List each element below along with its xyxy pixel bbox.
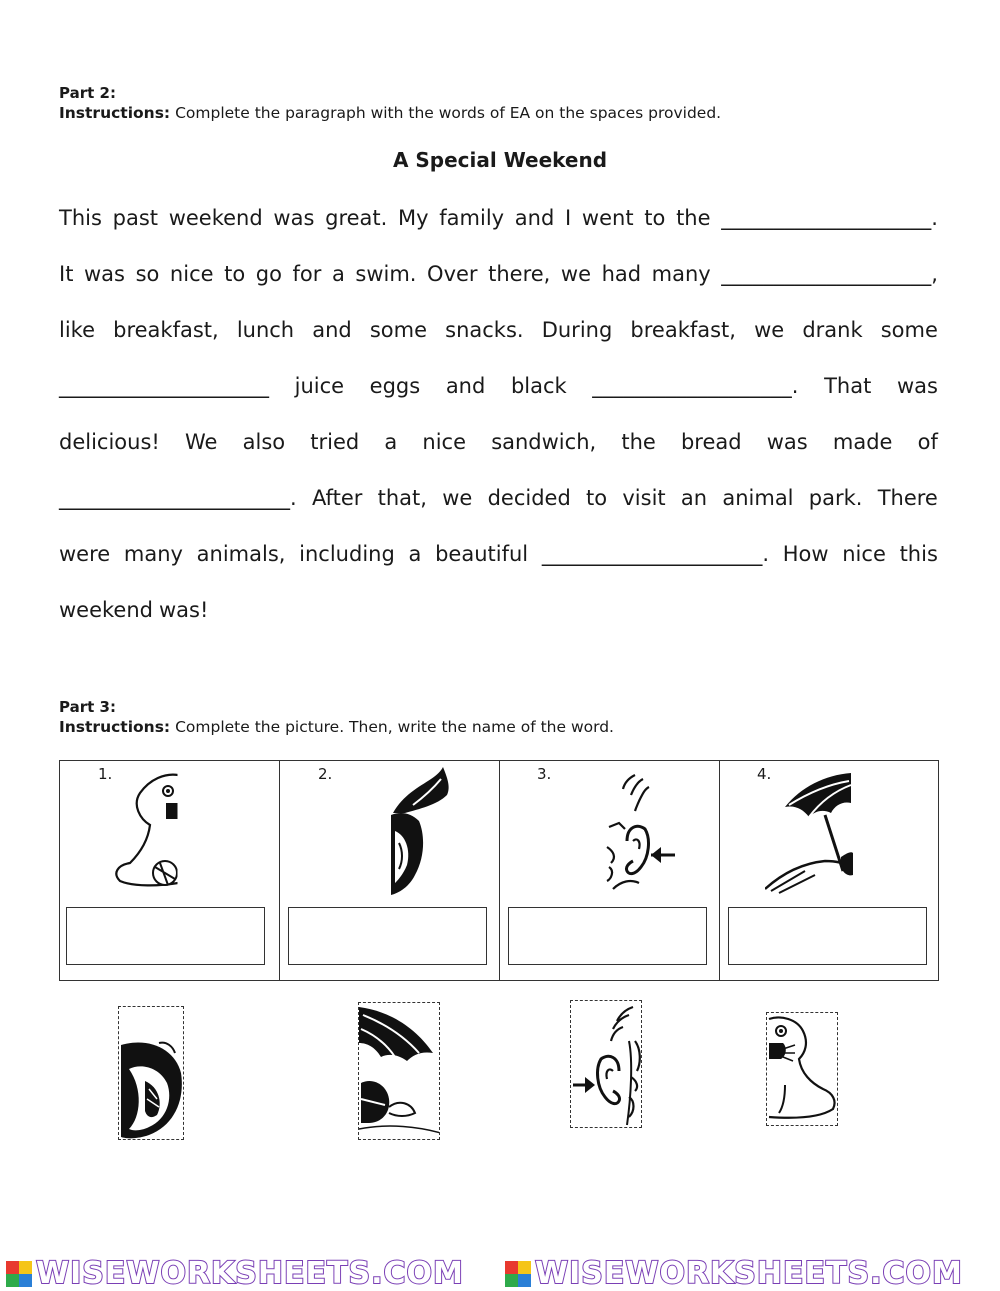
paragraph-word: breakfast, xyxy=(113,318,219,342)
paragraph-word: We xyxy=(184,430,218,454)
paragraph-word: were xyxy=(59,542,111,566)
part3-instructions-label: Instructions: xyxy=(59,718,171,736)
paragraph-word: and xyxy=(312,318,352,342)
paragraph-word: swim. xyxy=(355,262,417,286)
paragraph-word: eggs xyxy=(369,374,421,398)
paragraph-word: After xyxy=(311,486,363,510)
paragraph-word: to xyxy=(586,486,608,510)
paragraph-line-2 xyxy=(59,260,938,288)
paragraph-word: an xyxy=(680,486,708,510)
peach-half-icon xyxy=(385,765,455,895)
paragraph-word: juice xyxy=(294,374,345,398)
footer-watermark xyxy=(0,1250,1000,1291)
cutout-umbrella-piece[interactable] xyxy=(358,1002,440,1140)
paragraph-word: nice xyxy=(169,262,214,286)
paragraph-word: including xyxy=(299,542,395,566)
paragraph-line-5 xyxy=(59,428,938,456)
cutout-ear-piece[interactable] xyxy=(570,1000,642,1128)
brand-logo-icon xyxy=(505,1261,531,1287)
paragraph-word: to xyxy=(224,262,246,286)
paragraph-word: some xyxy=(880,318,938,342)
paragraph-word: and xyxy=(514,206,555,230)
part2-instructions-text: Complete the paragraph with the words of EA on the spaces provided. xyxy=(175,104,722,122)
part3-label: Part 3: xyxy=(59,698,116,716)
paragraph-word: like xyxy=(59,318,96,342)
paragraph-word: breakfast, xyxy=(630,318,736,342)
part3-instructions-text: Complete the picture. Then, write the name of the word. xyxy=(175,718,614,736)
picture-grid xyxy=(59,760,939,981)
part2-label: Part 2: xyxy=(59,84,116,102)
paragraph-word: was xyxy=(84,262,125,286)
paragraph-word: was xyxy=(896,374,938,398)
paragraph-word: a xyxy=(408,542,422,566)
paragraph-word: sandwich, xyxy=(491,430,597,454)
paragraph-word: a xyxy=(384,430,398,454)
paragraph-word: animal xyxy=(722,486,794,510)
paragraph-word: was xyxy=(273,206,315,230)
paragraph-word: for xyxy=(292,262,322,286)
paragraph-word: beautiful xyxy=(435,542,529,566)
brand-right xyxy=(505,1256,963,1291)
paragraph-word: drank xyxy=(802,318,863,342)
paragraph-word: weekend xyxy=(168,206,263,230)
paragraph-word: many xyxy=(651,262,711,286)
cell-number-1: 1. xyxy=(98,765,113,783)
paragraph-word: weekend xyxy=(59,598,153,622)
paragraph-word: family xyxy=(439,206,505,230)
paragraph-word: That xyxy=(824,374,872,398)
paragraph-line-8 xyxy=(59,596,938,624)
umbrella-piece-icon xyxy=(359,1003,440,1140)
paragraph-word: to xyxy=(644,206,666,230)
brand-logo-icon xyxy=(6,1261,32,1287)
paragraph-word: was! xyxy=(159,598,209,622)
umbrella-half-icon xyxy=(765,771,855,901)
paragraph-word: some xyxy=(369,318,428,342)
paragraph-word: also xyxy=(242,430,286,454)
picture-cell-3 xyxy=(500,761,720,980)
paragraph-word: There xyxy=(877,486,938,510)
paragraph-word: a xyxy=(331,262,345,286)
paragraph-word: nice xyxy=(422,430,467,454)
answer-blank[interactable]: ____________________ xyxy=(59,374,269,398)
paragraph-word: had xyxy=(601,262,642,286)
answer-blank[interactable]: ____________________, xyxy=(721,262,938,286)
paragraph-line-3 xyxy=(59,316,938,344)
ear-piece-icon xyxy=(571,1001,642,1128)
paragraph-word: we xyxy=(442,486,473,510)
answer-box-2[interactable] xyxy=(288,907,487,965)
paragraph-line-4 xyxy=(59,372,938,400)
paragraph-word: delicious! xyxy=(59,430,160,454)
page-title: A Special Weekend xyxy=(392,148,608,172)
paragraph-word: animals, xyxy=(196,542,286,566)
seal-half-icon xyxy=(110,769,185,894)
paragraph-word: nice xyxy=(842,542,886,566)
paragraph-word: visit xyxy=(622,486,666,510)
paragraph-word: It xyxy=(59,262,74,286)
answer-box-4[interactable] xyxy=(728,907,927,965)
peach-piece-icon xyxy=(119,1007,184,1140)
ear-half-icon xyxy=(605,771,685,896)
paragraph-word: bread xyxy=(680,430,742,454)
paragraph-word: and xyxy=(445,374,486,398)
paragraph-word: This xyxy=(59,206,102,230)
picture-cell-1 xyxy=(60,761,280,980)
paragraph-line-6 xyxy=(59,484,938,512)
cutout-peach-piece[interactable] xyxy=(118,1006,184,1140)
paragraph-word: decided xyxy=(487,486,571,510)
cell-number-2: 2. xyxy=(318,765,333,783)
paragraph-line-1 xyxy=(59,204,938,232)
paragraph-word: the xyxy=(621,430,656,454)
paragraph-word: go xyxy=(255,262,282,286)
paragraph-word: snacks. xyxy=(445,318,524,342)
paragraph-word: black xyxy=(510,374,567,398)
paragraph-line-7 xyxy=(59,540,938,568)
paragraph-word: great. xyxy=(325,206,388,230)
cell-number-4: 4. xyxy=(757,765,772,783)
answer-box-1[interactable] xyxy=(66,907,265,965)
brand-left xyxy=(6,1256,464,1291)
picture-cell-2 xyxy=(280,761,500,980)
picture-cell-4 xyxy=(720,761,940,980)
paragraph-word: the xyxy=(676,206,711,230)
paragraph-word: was xyxy=(766,430,808,454)
paragraph-word: this xyxy=(899,542,938,566)
paragraph-word: of xyxy=(917,430,938,454)
cell-number-3: 3. xyxy=(537,765,552,783)
paragraph-word: that, xyxy=(377,486,427,510)
paragraph-word: My xyxy=(398,206,429,230)
paragraph-word: I xyxy=(565,206,572,230)
brand-text-right: WISEWORKSHEETS.COM xyxy=(535,1256,963,1291)
paragraph-word: park. xyxy=(808,486,863,510)
brand-text-left: WISEWORKSHEETS.COM xyxy=(36,1256,464,1291)
paragraph-word: made xyxy=(832,430,893,454)
paragraph-word: many xyxy=(123,542,183,566)
paragraph-word: there, xyxy=(488,262,551,286)
seal-piece-icon xyxy=(767,1013,838,1126)
paragraph-word: so xyxy=(135,262,160,286)
part2-instructions xyxy=(59,104,721,122)
part2-instructions-label: Instructions: xyxy=(59,104,171,122)
cutout-seal-piece[interactable] xyxy=(766,1012,838,1126)
paragraph-word: we xyxy=(560,262,592,286)
answer-blank[interactable]: _____________________. xyxy=(541,542,770,566)
answer-blank[interactable]: ______________________. xyxy=(59,486,297,510)
paragraph-word: went xyxy=(581,206,634,230)
paragraph-word: During xyxy=(541,318,613,342)
paragraph-word: we xyxy=(754,318,785,342)
paragraph-word: tried xyxy=(310,430,360,454)
paragraph-word: How xyxy=(782,542,829,566)
answer-box-3[interactable] xyxy=(508,907,707,965)
paragraph-word: lunch xyxy=(236,318,295,342)
answer-blank[interactable]: ___________________. xyxy=(592,374,799,398)
part3-instructions xyxy=(59,718,614,736)
answer-blank[interactable]: ____________________. xyxy=(721,206,938,230)
paragraph-word: Over xyxy=(427,262,478,286)
paragraph-word: past xyxy=(112,206,158,230)
